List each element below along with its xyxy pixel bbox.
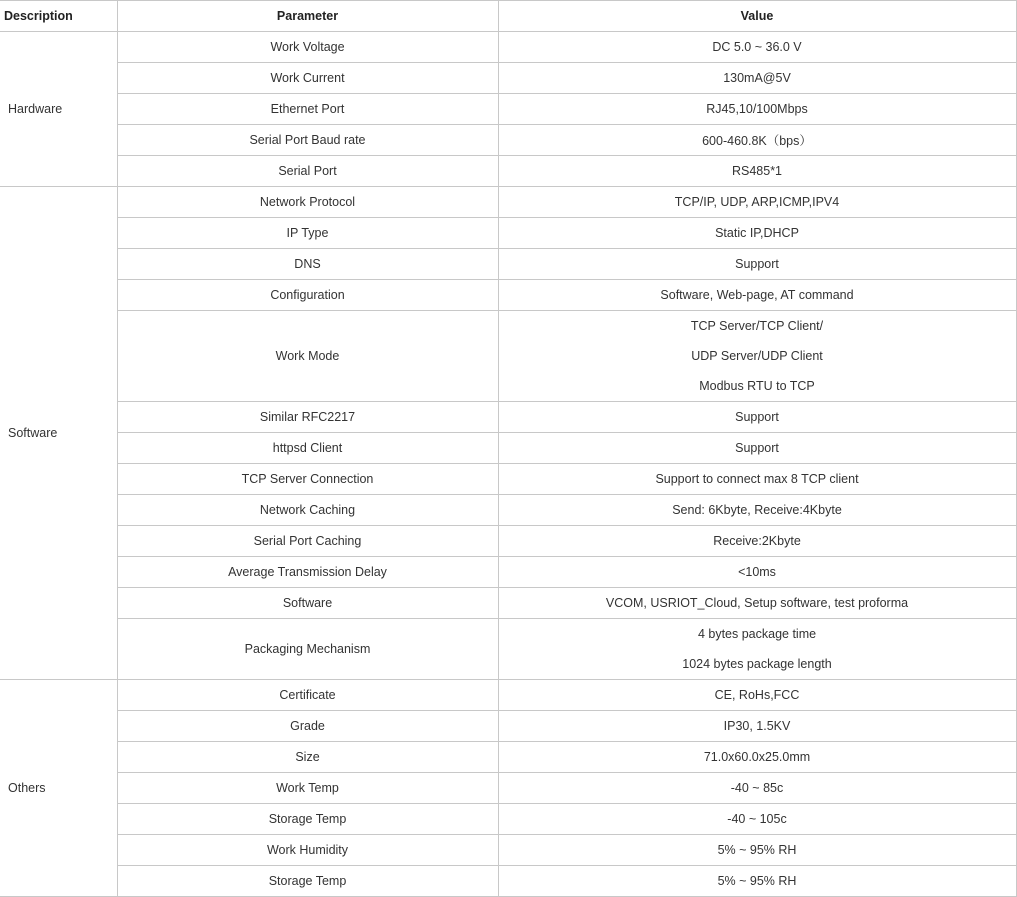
value-cell: RS485*1	[498, 156, 1016, 187]
section-hardware: Hardware	[0, 32, 117, 187]
parameter-cell: Configuration	[117, 280, 498, 311]
parameter-cell: Serial Port Baud rate	[117, 125, 498, 156]
parameter-cell: Storage Temp	[117, 866, 498, 897]
value-cell: Software, Web-page, AT command	[498, 280, 1016, 311]
table-row	[0, 711, 1016, 742]
table-row	[0, 835, 1016, 866]
value-cell: <10ms	[498, 557, 1016, 588]
table-row	[0, 866, 1016, 897]
table-row	[0, 680, 1016, 711]
value-cell: IP30, 1.5KV	[498, 711, 1016, 742]
value-cell: Static IP,DHCP	[498, 218, 1016, 249]
table-row	[0, 311, 1016, 402]
table-row	[0, 280, 1016, 311]
section-others: Others	[0, 680, 117, 897]
parameter-cell: Certificate	[117, 680, 498, 711]
parameter-cell: Size	[117, 742, 498, 773]
parameter-cell: Work Temp	[117, 773, 498, 804]
parameter-cell: TCP Server Connection	[117, 464, 498, 495]
value-cell: Receive:2Kbyte	[498, 526, 1016, 557]
parameter-cell: Work Mode	[117, 311, 498, 402]
table-row	[0, 402, 1016, 433]
parameter-cell: Software	[117, 588, 498, 619]
table-row	[0, 526, 1016, 557]
value-cell: DC 5.0 ~ 36.0 V	[498, 32, 1016, 63]
table-row	[0, 125, 1016, 156]
parameter-cell: Similar RFC2217	[117, 402, 498, 433]
parameter-cell: Grade	[117, 711, 498, 742]
table-row	[0, 156, 1016, 187]
value-line: Modbus RTU to TCP	[699, 379, 815, 393]
table-row	[0, 588, 1016, 619]
table-row	[0, 187, 1016, 218]
value-line: 1024 bytes package length	[682, 657, 832, 671]
header-parameter: Parameter	[117, 1, 498, 32]
parameter-cell: Packaging Mechanism	[117, 619, 498, 680]
table-row	[0, 619, 1016, 680]
parameter-cell: Work Current	[117, 63, 498, 94]
table-row	[0, 804, 1016, 835]
table-row	[0, 433, 1016, 464]
parameter-cell: Work Voltage	[117, 32, 498, 63]
value-line: UDP Server/UDP Client	[691, 349, 823, 363]
section-software: Software	[0, 187, 117, 680]
table-row	[0, 94, 1016, 125]
table-row	[0, 773, 1016, 804]
header-description: Description	[0, 1, 117, 32]
table-row	[0, 218, 1016, 249]
parameter-cell: Network Caching	[117, 495, 498, 526]
value-cell: 600-460.8K（bps）	[498, 125, 1016, 156]
parameter-cell: Storage Temp	[117, 804, 498, 835]
value-cell: Support	[498, 433, 1016, 464]
parameter-cell: Work Humidity	[117, 835, 498, 866]
value-cell: -40 ~ 105c	[498, 804, 1016, 835]
table-row	[0, 495, 1016, 526]
value-cell: Support	[498, 249, 1016, 280]
parameter-cell: Network Protocol	[117, 187, 498, 218]
value-cell: Support to connect max 8 TCP client	[498, 464, 1016, 495]
table-row	[0, 32, 1016, 63]
parameter-cell: Serial Port Caching	[117, 526, 498, 557]
value-cell	[498, 311, 1016, 402]
header-row	[0, 1, 1016, 32]
value-line: 4 bytes package time	[697, 627, 817, 641]
value-cell: TCP/IP, UDP, ARP,ICMP,IPV4	[498, 187, 1016, 218]
header-value: Value	[498, 1, 1016, 32]
table-row	[0, 249, 1016, 280]
value-cell	[498, 619, 1016, 680]
value-cell: 71.0x60.0x25.0mm	[498, 742, 1016, 773]
value-cell: CE, RoHs,FCC	[498, 680, 1016, 711]
table-row	[0, 464, 1016, 495]
table-row	[0, 742, 1016, 773]
value-cell: 5% ~ 95% RH	[498, 835, 1016, 866]
value-cell: Send: 6Kbyte, Receive:4Kbyte	[498, 495, 1016, 526]
table-row	[0, 63, 1016, 94]
parameter-cell: Ethernet Port	[117, 94, 498, 125]
value-cell: 130mA@5V	[498, 63, 1016, 94]
value-cell: -40 ~ 85c	[498, 773, 1016, 804]
parameter-cell: DNS	[117, 249, 498, 280]
value-cell: Support	[498, 402, 1016, 433]
value-cell: VCOM, USRIOT_Cloud, Setup software, test proforma	[498, 588, 1016, 619]
parameter-cell: IP Type	[117, 218, 498, 249]
value-cell: RJ45,10/100Mbps	[498, 94, 1016, 125]
table-row	[0, 557, 1016, 588]
value-cell: 5% ~ 95% RH	[498, 866, 1016, 897]
parameter-cell: Serial Port	[117, 156, 498, 187]
value-line: TCP Server/TCP Client/	[690, 319, 824, 333]
parameter-cell: Average Transmission Delay	[117, 557, 498, 588]
parameter-cell: httpsd Client	[117, 433, 498, 464]
